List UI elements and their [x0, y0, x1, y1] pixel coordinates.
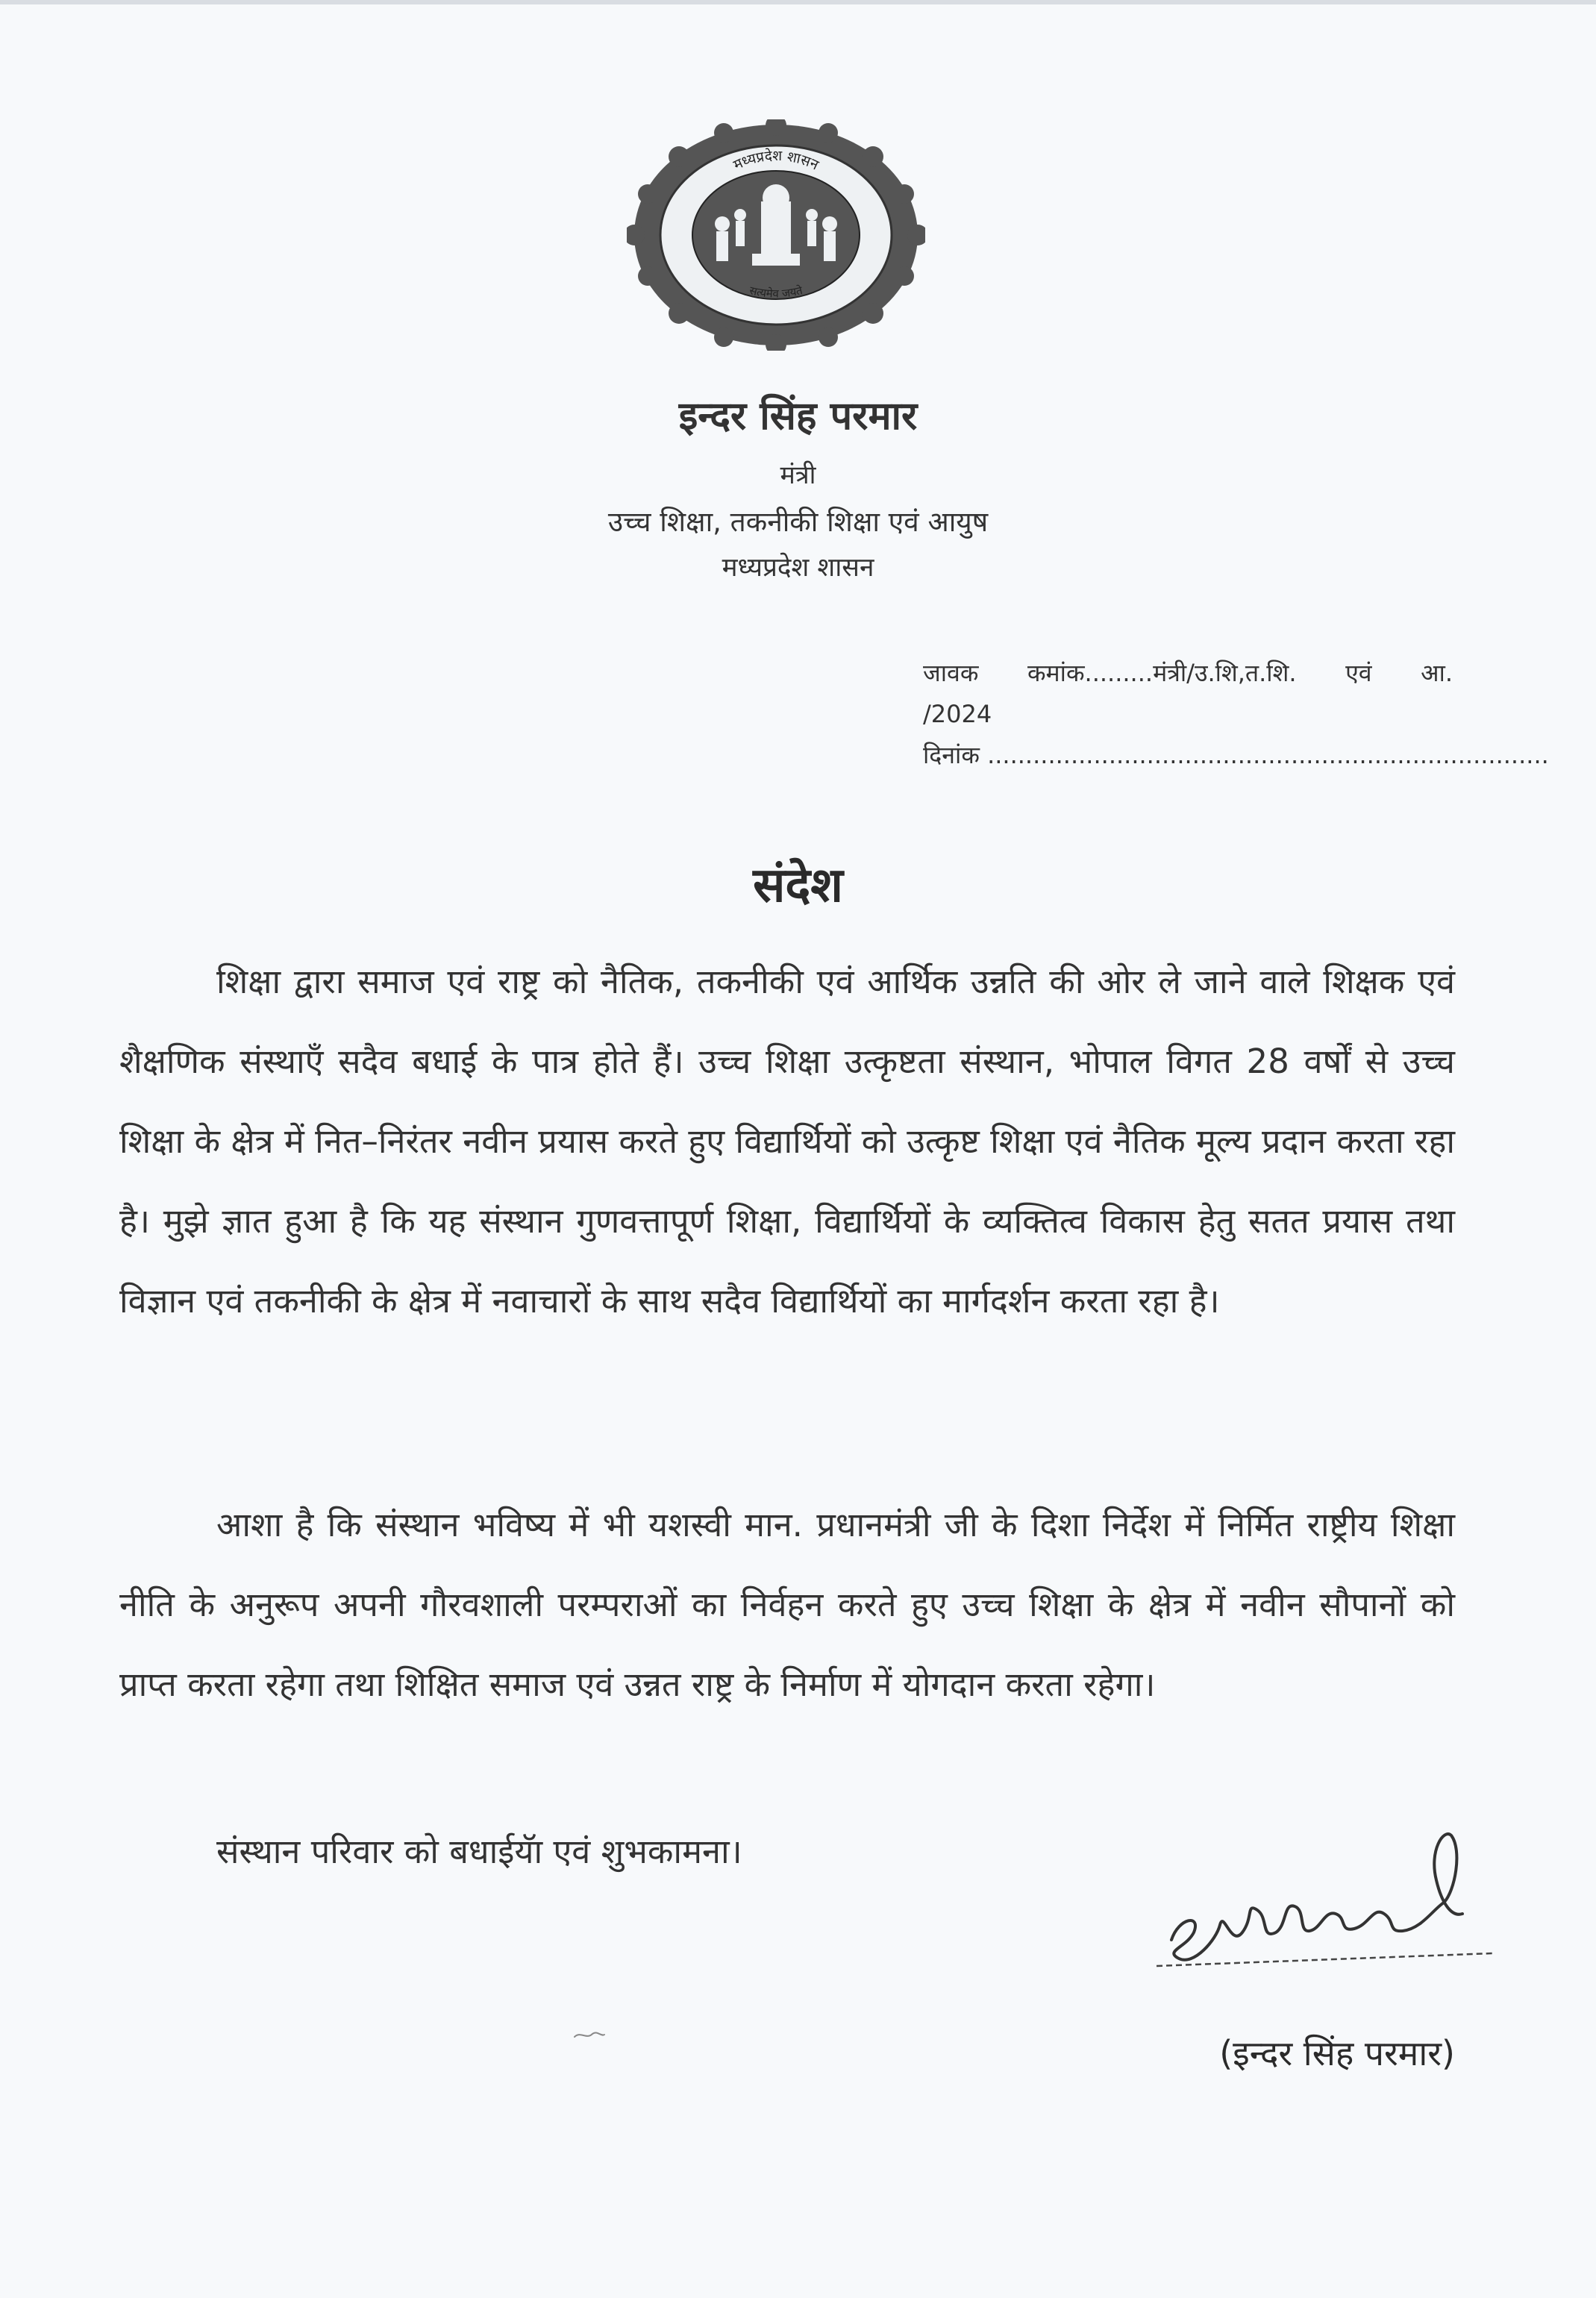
minister-name: इन्दर सिंह परमार	[678, 394, 918, 439]
minister-role: मंत्री	[780, 460, 816, 490]
dispatch-number-suffix: आ.	[1421, 659, 1453, 687]
dispatch-number: कमांक.........मंत्री/उ.शि,त.शि.	[1027, 659, 1297, 687]
message-paragraph-1	[119, 942, 1455, 1341]
department: उच्च शिक्षा, तकनीकी शिक्षा एवं आयुष	[607, 506, 989, 538]
emblem-top-text: मध्यप्रदेश शासन	[730, 147, 822, 174]
paragraph-text: संस्थान परिवार को बधाईयॅा एवं शुभकामना।	[216, 1832, 742, 1871]
dispatch-number-line	[923, 657, 1453, 689]
government: मध्यप्रदेश शासन	[722, 553, 874, 583]
dispatch-year: /2024	[923, 700, 992, 728]
ink-speck-icon	[572, 2028, 607, 2041]
date-line: दिनांक ..........................................................................	[923, 741, 1549, 769]
signature-icon	[1149, 1820, 1500, 1985]
signatory-name: (इन्दर सिंह परमार)	[1219, 2033, 1455, 2073]
paper-mark	[572, 2028, 607, 2041]
emblem-bottom-text: सत्यमेव जयते	[748, 284, 804, 301]
signature	[1149, 1820, 1500, 1985]
message-paragraph-2	[119, 1485, 1455, 1724]
paragraph-text: आशा है कि संस्थान भविष्य में भी यशस्वी मान. प्रधानमंत्री जी के दिशा निर्देश में निर्मित राष्ट्रीय शिक्षा नीति के अनुरूप अपनी गौरवशाली परम्पराओं का निर्वहन करते हुए उच्च शिक्षा के क्षेत्र में नवीन सौपानों को प्राप्त करता रहेगा तथा शिक्षित समाज एवं उन्नत राष्ट्र के निर्माण में योगदान करता रहेगा।	[119, 1505, 1455, 1704]
dispatch-number-mid: एवं	[1345, 659, 1372, 687]
message-title: संदेश	[753, 858, 843, 913]
page-top-edge	[0, 0, 1596, 4]
dispatch-label: जावक	[923, 659, 979, 687]
paragraph-text: शिक्षा द्वारा समाज एवं राष्ट्र को नैतिक, तकनीकी एवं आर्थिक उन्नति की ओर ले जाने वाले शिक्षक एवं शैक्षणिक संस्थाएँ सदैव बधाई के पात्र होते हैं। उच्च शिक्षा उत्कृष्टता संस्थान, भोपाल विगत 28 वर्षों से उच्च शिक्षा के क्षेत्र में नित–निरंतर नवीन प्रयास करते हुए विद्यार्थियों को उत्कृष्ट शिक्षा एवं नैतिक मूल्य प्रदान करता रहा है। मुझे ज्ञात हुआ है कि यह संस्थान गुणवत्तापूर्ण शिक्षा, विद्यार्थियों के व्यक्तित्व विकास हेतु सतत प्रयास तथा विज्ञान एवं तकनीकी के क्षेत्र में नवाचारों के साथ सदैव विद्यार्थियों का मार्गदर्शन करता रहा है।	[119, 962, 1455, 1321]
emblem-icon	[627, 119, 925, 351]
government-emblem	[627, 119, 925, 351]
